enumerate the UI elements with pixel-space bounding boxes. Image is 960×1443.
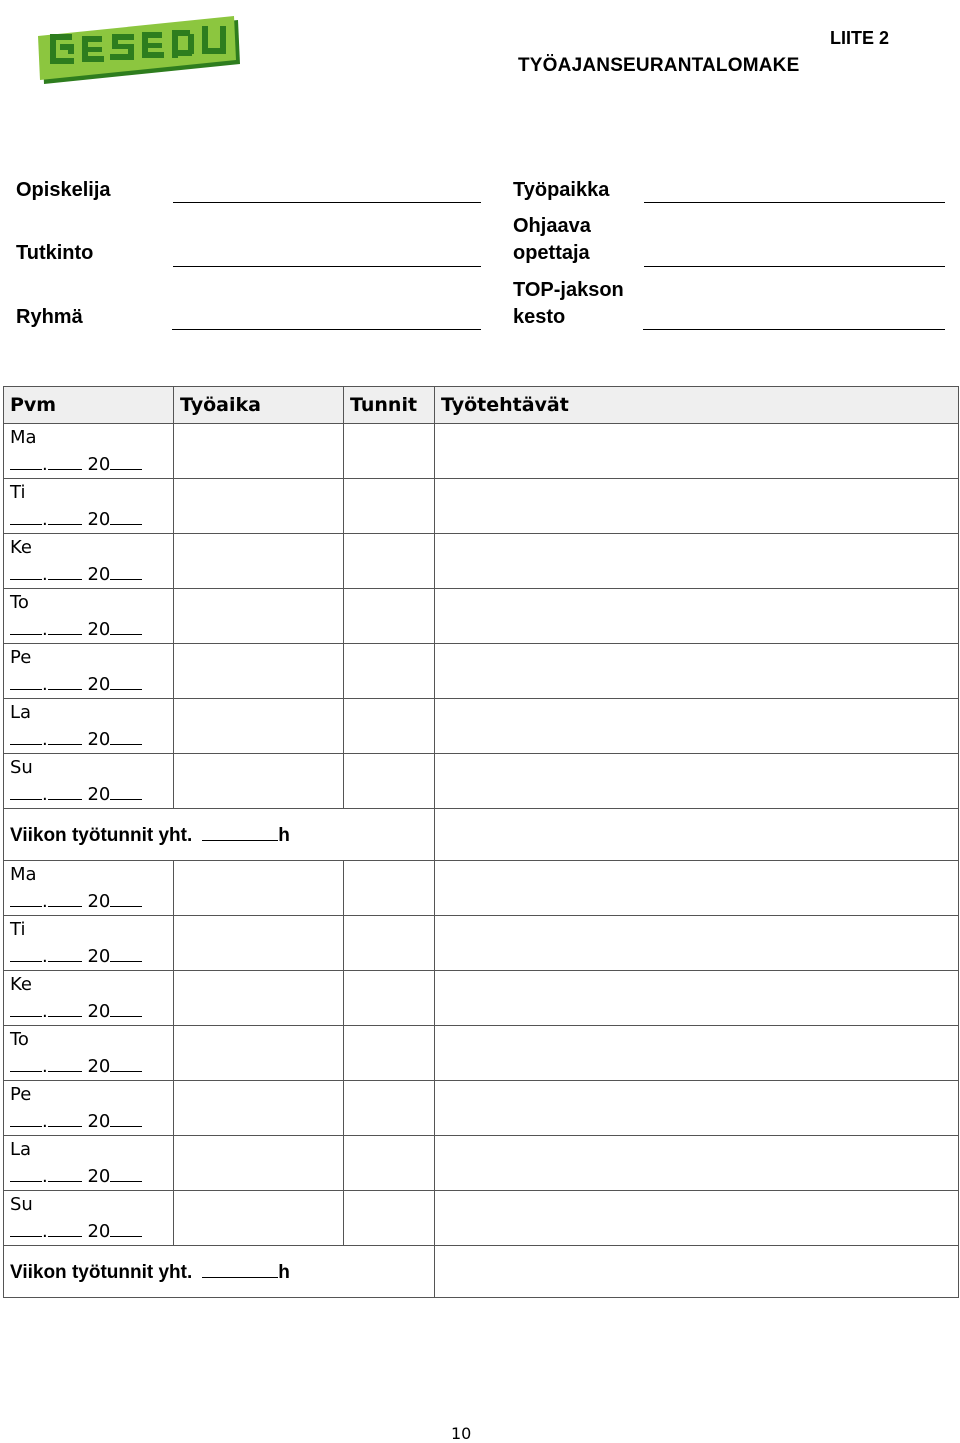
date-blanks (10, 1218, 173, 1245)
weekday-label: To (10, 1029, 29, 1050)
supervisor-label-line1: Ohjaava (513, 215, 591, 237)
year-blank[interactable] (110, 943, 142, 962)
date-cell[interactable] (4, 589, 174, 644)
tasks-cell[interactable] (435, 589, 959, 644)
table-row (4, 1026, 959, 1081)
date-blanks (10, 998, 173, 1025)
work-time-cell[interactable] (174, 424, 344, 479)
year-prefix: 20 (87, 1001, 111, 1022)
column-header-work-time: Työaika (174, 387, 344, 424)
date-blanks (10, 451, 173, 478)
tasks-cell[interactable] (435, 1026, 959, 1081)
degree-label: Tutkinto (16, 242, 94, 264)
hours-cell[interactable] (344, 534, 435, 589)
year-prefix: 20 (87, 729, 111, 750)
weekly-total-unit: h (278, 1262, 290, 1283)
weekly-total-label: Viikon työtunnit yht. (10, 825, 193, 846)
year-prefix: 20 (87, 674, 111, 695)
work-time-cell[interactable] (174, 644, 344, 699)
date-blanks (10, 1163, 173, 1190)
year-blank[interactable] (110, 1163, 142, 1182)
day-blank[interactable] (10, 1218, 42, 1237)
work-time-cell[interactable] (174, 861, 344, 916)
workplace-label: Työpaikka (513, 179, 610, 201)
weekday-label: Ke (10, 974, 32, 995)
tasks-cell[interactable] (435, 479, 959, 534)
day-blank[interactable] (10, 888, 42, 907)
tasks-cell[interactable] (435, 1081, 959, 1136)
year-prefix: 20 (87, 891, 111, 912)
table-row (4, 1136, 959, 1191)
tasks-cell[interactable] (435, 971, 959, 1026)
weekday-label: Pe (10, 647, 32, 668)
tasks-cell[interactable] (435, 644, 959, 699)
date-blanks (10, 781, 173, 808)
time-log-table (3, 386, 959, 1298)
weekly-total-tasks-cell[interactable] (435, 809, 959, 861)
year-prefix: 20 (87, 1166, 111, 1187)
year-blank[interactable] (110, 1108, 142, 1127)
duration-label-line2: kesto (513, 306, 566, 328)
table-row (4, 861, 959, 916)
tasks-cell[interactable] (435, 861, 959, 916)
workplace-field[interactable] (644, 202, 945, 203)
table-row (4, 589, 959, 644)
date-separator: . (42, 1056, 48, 1077)
year-blank[interactable] (110, 671, 142, 690)
work-time-cell[interactable] (174, 754, 344, 809)
date-separator: . (42, 619, 48, 640)
date-separator: . (42, 1221, 48, 1242)
student-label: Opiskelija (16, 179, 111, 201)
year-prefix: 20 (87, 619, 111, 640)
work-time-cell[interactable] (174, 916, 344, 971)
year-blank[interactable] (110, 998, 142, 1017)
day-blank[interactable] (10, 726, 42, 745)
hours-cell[interactable] (344, 754, 435, 809)
year-blank[interactable] (110, 561, 142, 580)
year-prefix: 20 (87, 784, 111, 805)
weekly-total-cell (4, 1246, 435, 1298)
year-prefix: 20 (87, 564, 111, 585)
hours-cell[interactable] (344, 971, 435, 1026)
weekday-label: Ma (10, 864, 37, 885)
date-cell[interactable] (4, 861, 174, 916)
date-cell[interactable] (4, 916, 174, 971)
group-field[interactable] (172, 329, 481, 330)
work-time-cell[interactable] (174, 589, 344, 644)
column-header-tasks: Työtehtävät (435, 387, 959, 424)
day-blank[interactable] (10, 1163, 42, 1182)
month-blank[interactable] (48, 671, 82, 690)
weekly-total-hours-blank[interactable] (202, 1259, 278, 1278)
date-separator: . (42, 674, 48, 695)
table-row (4, 1081, 959, 1136)
work-time-cell[interactable] (174, 971, 344, 1026)
month-blank[interactable] (48, 561, 82, 580)
date-blanks (10, 943, 173, 970)
month-blank[interactable] (48, 1163, 82, 1182)
table-row (4, 699, 959, 754)
hours-cell[interactable] (344, 1136, 435, 1191)
weekday-label: Ti (10, 919, 26, 940)
table-row (4, 644, 959, 699)
year-prefix: 20 (87, 1221, 111, 1242)
date-separator: . (42, 1166, 48, 1187)
tasks-cell[interactable] (435, 1136, 959, 1191)
table-header-row (4, 387, 959, 424)
hours-cell[interactable] (344, 424, 435, 479)
tasks-cell[interactable] (435, 534, 959, 589)
student-field[interactable] (173, 202, 481, 203)
date-cell[interactable] (4, 699, 174, 754)
year-prefix: 20 (87, 509, 111, 530)
table-row (4, 1191, 959, 1246)
date-blanks (10, 888, 173, 915)
duration-field[interactable] (643, 329, 945, 330)
hours-cell[interactable] (344, 589, 435, 644)
weekly-total-tasks-cell[interactable] (435, 1246, 959, 1298)
year-blank[interactable] (110, 616, 142, 635)
weekly-total-label: Viikon työtunnit yht. (10, 1262, 193, 1283)
weekly-total-row (4, 1246, 959, 1298)
work-time-cell[interactable] (174, 1081, 344, 1136)
day-blank[interactable] (10, 998, 42, 1017)
day-blank[interactable] (10, 451, 42, 470)
weekday-label: Ma (10, 427, 37, 448)
hours-cell[interactable] (344, 916, 435, 971)
weekly-total-hours-blank[interactable] (202, 822, 278, 841)
degree-field[interactable] (173, 266, 481, 267)
tasks-cell[interactable] (435, 699, 959, 754)
month-blank[interactable] (48, 1053, 82, 1072)
tasks-cell[interactable] (435, 754, 959, 809)
month-blank[interactable] (48, 506, 82, 525)
table-row (4, 916, 959, 971)
weekday-label: La (10, 1139, 32, 1160)
month-blank[interactable] (48, 1108, 82, 1127)
weekly-total-unit: h (278, 825, 290, 846)
tasks-cell[interactable] (435, 1191, 959, 1246)
date-separator: . (42, 509, 48, 530)
month-blank[interactable] (48, 1218, 82, 1237)
supervisor-field[interactable] (644, 266, 945, 267)
weekday-label: Su (10, 757, 33, 778)
table-row (4, 479, 959, 534)
date-cell[interactable] (4, 424, 174, 479)
day-blank[interactable] (10, 1053, 42, 1072)
table-row (4, 424, 959, 479)
year-prefix: 20 (87, 946, 111, 967)
table-row (4, 971, 959, 1026)
day-blank[interactable] (10, 616, 42, 635)
year-blank[interactable] (110, 1053, 142, 1072)
column-header-date: Pvm (4, 387, 174, 424)
work-time-cell[interactable] (174, 1026, 344, 1081)
date-separator: . (42, 454, 48, 475)
month-blank[interactable] (48, 943, 82, 962)
date-separator: . (42, 784, 48, 805)
hours-cell[interactable] (344, 644, 435, 699)
day-blank[interactable] (10, 506, 42, 525)
hours-cell[interactable] (344, 861, 435, 916)
supervisor-label-line2: opettaja (513, 242, 590, 264)
date-separator: . (42, 564, 48, 585)
work-time-cell[interactable] (174, 699, 344, 754)
date-separator: . (42, 1111, 48, 1132)
date-cell[interactable] (4, 534, 174, 589)
month-blank[interactable] (48, 998, 82, 1017)
hours-cell[interactable] (344, 479, 435, 534)
weekday-label: Ti (10, 482, 26, 503)
year-prefix: 20 (87, 1111, 111, 1132)
table-row (4, 534, 959, 589)
group-label: Ryhmä (16, 306, 83, 328)
column-header-hours: Tunnit (344, 387, 435, 424)
date-blanks (10, 1053, 173, 1080)
tasks-cell[interactable] (435, 424, 959, 479)
date-cell[interactable] (4, 754, 174, 809)
weekly-total-row (4, 809, 959, 861)
year-prefix: 20 (87, 1056, 111, 1077)
form-title: TYÖAJANSEURANTALOMAKE (518, 55, 800, 76)
weekly-total-cell (4, 809, 435, 861)
date-cell[interactable] (4, 644, 174, 699)
duration-label-line1: TOP-jakson (513, 279, 624, 301)
month-blank[interactable] (48, 781, 82, 800)
year-blank[interactable] (110, 726, 142, 745)
date-blanks (10, 616, 173, 643)
year-blank[interactable] (110, 888, 142, 907)
date-separator: . (42, 946, 48, 967)
day-blank[interactable] (10, 561, 42, 580)
table-row (4, 754, 959, 809)
date-blanks (10, 561, 173, 588)
date-separator: . (42, 729, 48, 750)
date-blanks (10, 1108, 173, 1135)
weekday-label: Pe (10, 1084, 32, 1105)
work-time-cell[interactable] (174, 1136, 344, 1191)
day-blank[interactable] (10, 671, 42, 690)
date-separator: . (42, 891, 48, 912)
date-cell[interactable] (4, 1191, 174, 1246)
hours-cell[interactable] (344, 699, 435, 754)
date-separator: . (42, 1001, 48, 1022)
date-blanks (10, 671, 173, 698)
appendix-label: LIITE 2 (830, 28, 890, 48)
day-blank[interactable] (10, 781, 42, 800)
weekday-label: Ke (10, 537, 32, 558)
weekday-label: Su (10, 1194, 33, 1215)
day-blank[interactable] (10, 1108, 42, 1127)
duration-label (513, 277, 624, 331)
day-blank[interactable] (10, 943, 42, 962)
work-time-cell[interactable] (174, 534, 344, 589)
hours-cell[interactable] (344, 1081, 435, 1136)
tasks-cell[interactable] (435, 916, 959, 971)
date-cell[interactable] (4, 479, 174, 534)
year-blank[interactable] (110, 451, 142, 470)
date-cell[interactable] (4, 971, 174, 1026)
hours-cell[interactable] (344, 1191, 435, 1246)
year-blank[interactable] (110, 781, 142, 800)
hours-cell[interactable] (344, 1026, 435, 1081)
work-time-cell[interactable] (174, 479, 344, 534)
date-cell[interactable] (4, 1026, 174, 1081)
month-blank[interactable] (48, 451, 82, 470)
esedu-logo (38, 16, 243, 84)
month-blank[interactable] (48, 616, 82, 635)
year-blank[interactable] (110, 506, 142, 525)
date-blanks (10, 506, 173, 533)
year-blank[interactable] (110, 1218, 142, 1237)
supervisor-label (513, 213, 591, 267)
month-blank[interactable] (48, 726, 82, 745)
month-blank[interactable] (48, 888, 82, 907)
date-blanks (10, 726, 173, 753)
date-cell[interactable] (4, 1081, 174, 1136)
work-time-cell[interactable] (174, 1191, 344, 1246)
year-prefix: 20 (87, 454, 111, 475)
weekday-label: To (10, 592, 29, 613)
weekday-label: La (10, 702, 32, 723)
date-cell[interactable] (4, 1136, 174, 1191)
page-number: 10 (451, 1424, 472, 1443)
